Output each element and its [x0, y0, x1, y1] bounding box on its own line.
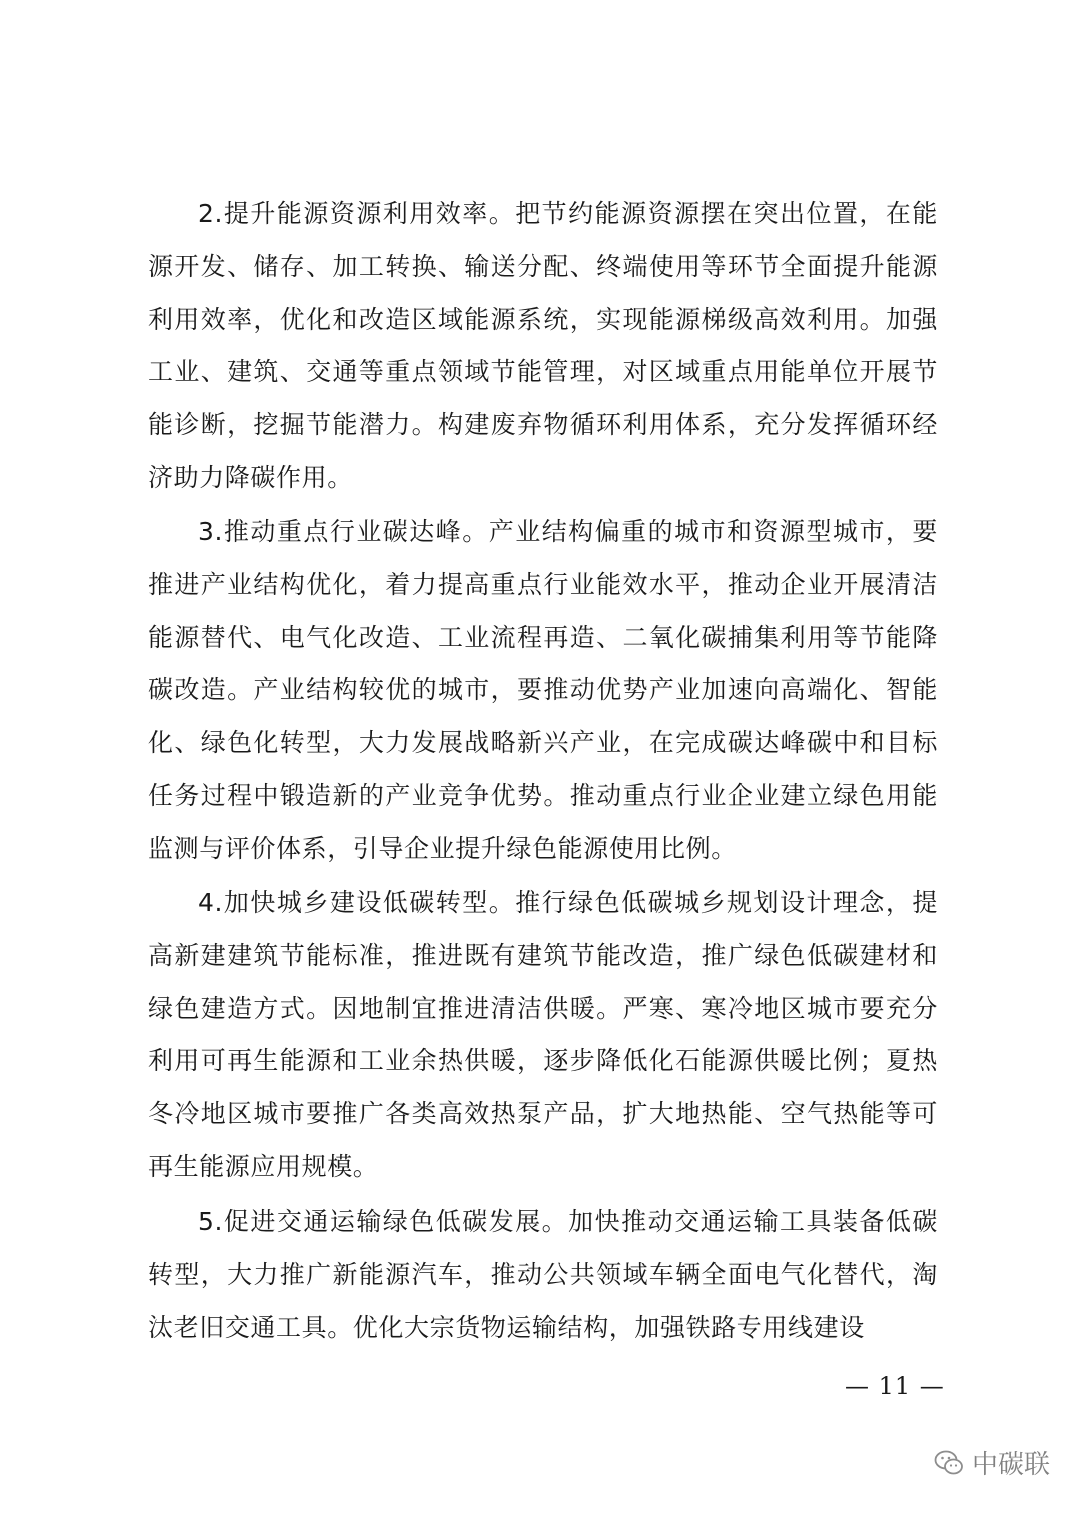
watermark [934, 1444, 1050, 1481]
paragraph-2 [148, 188, 938, 505]
paragraph-heading: 4.加快城乡建设低碳转型。 [198, 888, 516, 917]
page-number: — 11 — [845, 1372, 945, 1400]
paragraph-body: 推行绿色低碳城乡规划设计理念，提高新建建筑节能标准，推进既有建筑节能改造，推广绿色低碳建材和绿色建造方式。因地制宜推进清洁供暖。严寒、寒冷地区城市要充分利用可再生能源和工业余热供暖，逐步降低化石能源供暖比例；夏热冬冷地区城市要推广各类高效热泵产品，扩大地热能、空气热能等可再生能源应用规模。 [148, 888, 938, 1181]
paragraph-heading: 2.提升能源资源利用效率。 [198, 199, 516, 228]
paragraph-3 [148, 506, 938, 876]
paragraph-body: 产业结构偏重的城市和资源型城市，要推进产业结构优化，着力提高重点行业能效水平，推动企业开展清洁能源替代、电气化改造、工业流程再造、二氧化碳捕集利用等节能降碳改造。产业结构较优的城市，要推动优势产业加速向高端化、智能化、绿色化转型，大力发展战略新兴产业，在完成碳达峰碳中和目标任务过程中锻造新的产业竞争优势。推动重点行业企业建立绿色用能监测与评价体系，引导企业提升绿色能源使用比例。 [148, 517, 939, 863]
watermark-text: 中碳联 [972, 1450, 1051, 1480]
paragraph-heading: 5.促进交通运输绿色低碳发展。 [198, 1207, 569, 1236]
paragraph-body: 加快推动交通运输工具装备低碳转型，大力推广新能源汽车，推动公共领域车辆全面电气化替代，淘汰老旧交通工具。优化大宗货物运输结构，加强铁路专用线建设 [148, 1207, 939, 1342]
paragraph-4 [148, 877, 938, 1194]
wechat-icon [934, 1449, 964, 1477]
paragraph-body: 把节约能源资源摆在突出位置，在能源开发、储存、加工转换、输送分配、终端使用等环节全面提升能源利用效率，优化和改造区域能源系统，实现能源梯级高效利用。加强工业、建筑、交通等重点领域节能管理，对区域重点用能单位开展节能诊断，挖掘节能潜力。构建废弃物循环利用体系，充分发挥循环经济助力降碳作用。 [148, 199, 938, 492]
paragraph-heading: 3.推动重点行业碳达峰。 [198, 517, 489, 546]
paragraph-5 [148, 1196, 938, 1354]
